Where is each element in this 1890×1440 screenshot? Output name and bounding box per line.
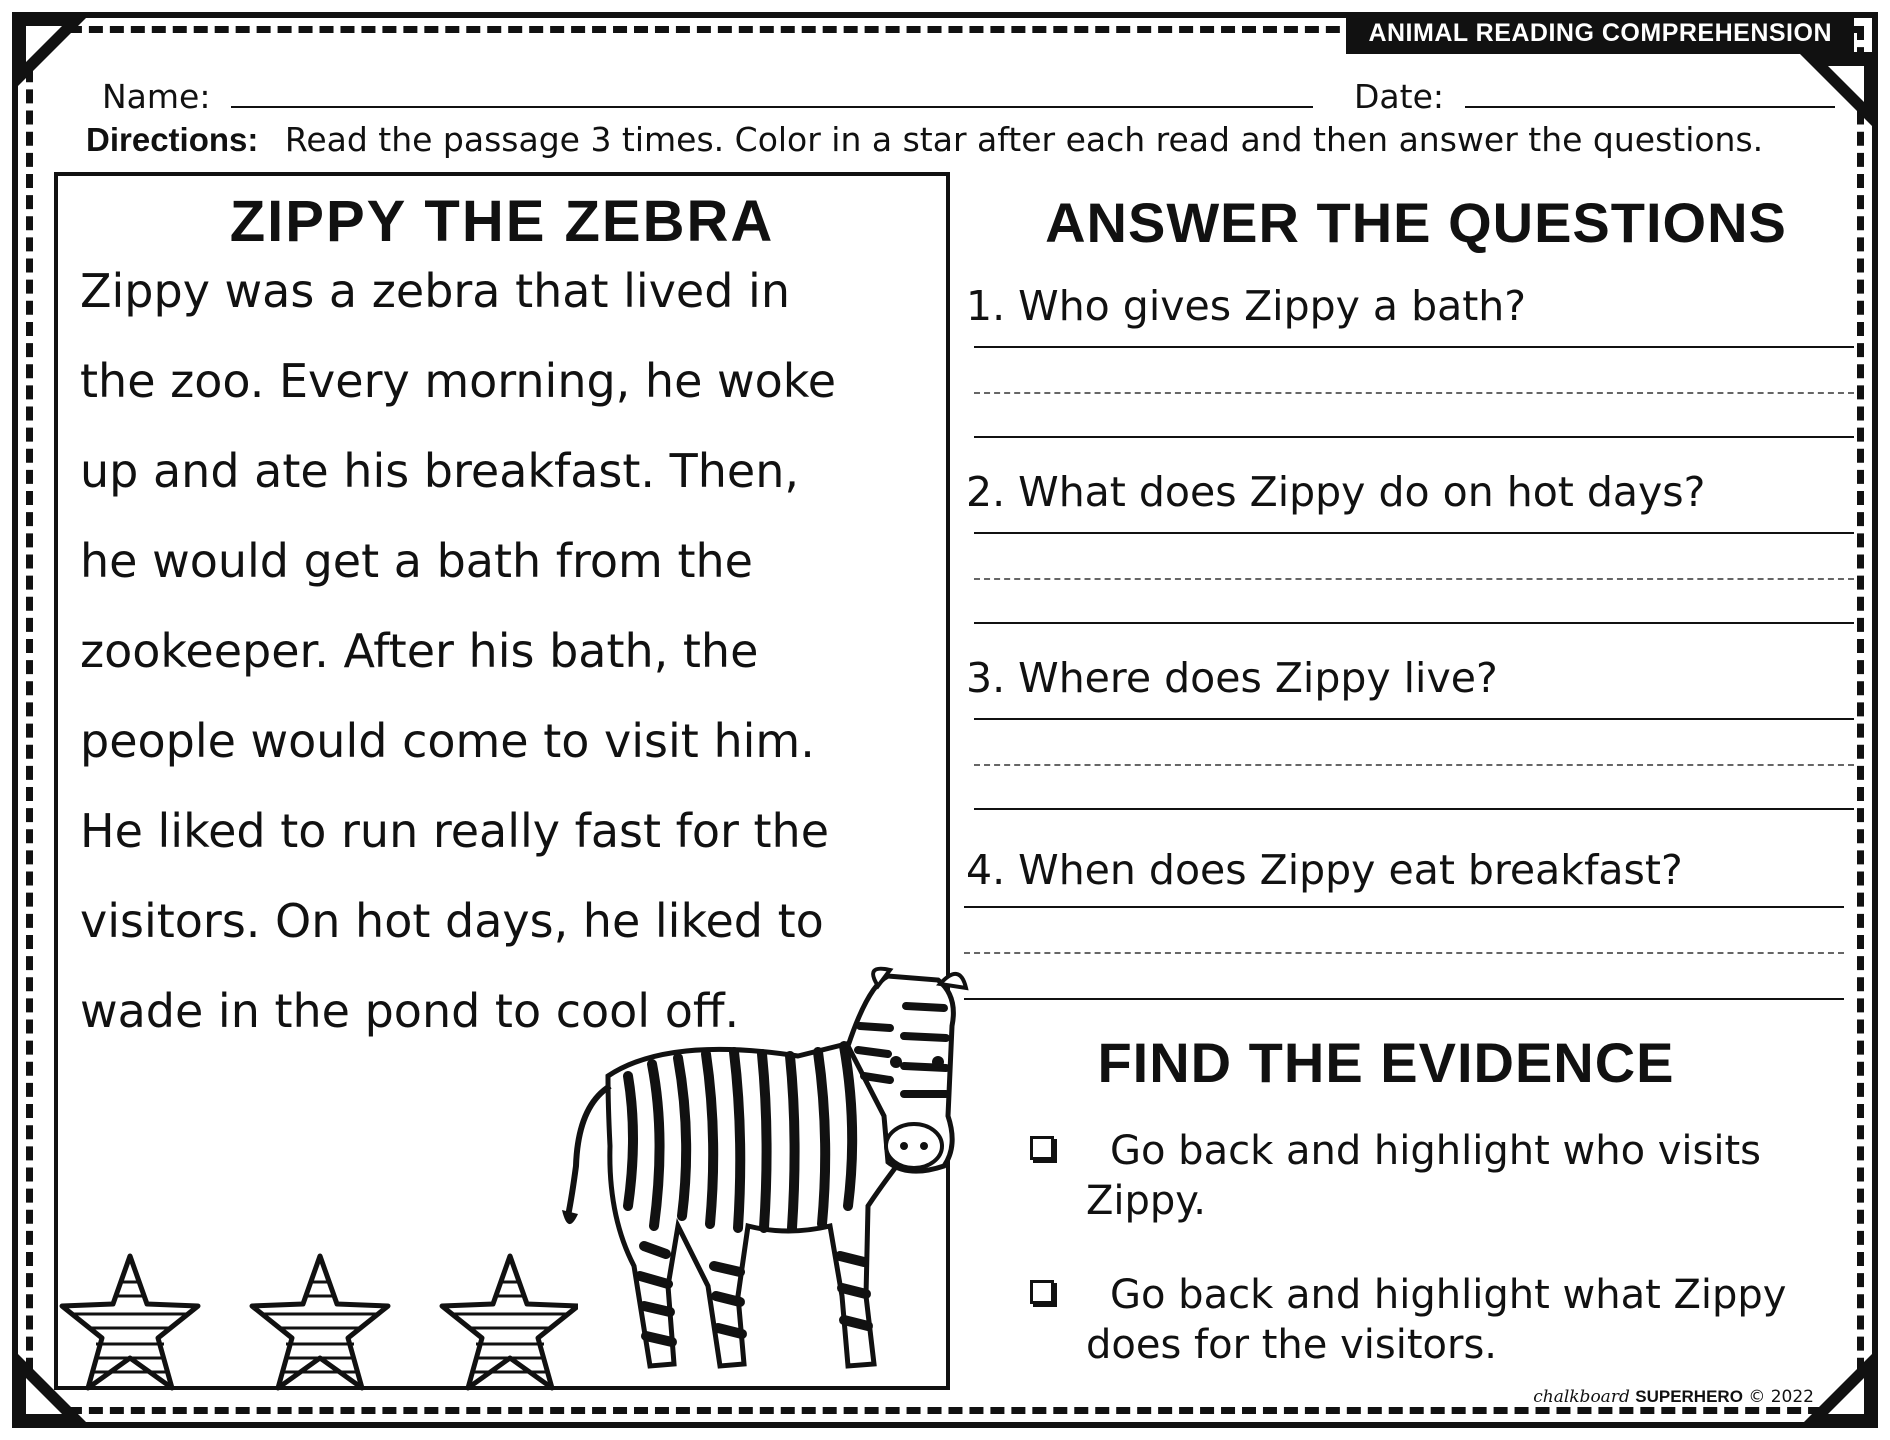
name-field[interactable] (231, 76, 1313, 108)
star-icon[interactable] (62, 1256, 198, 1388)
evidence-item-text: Go back and highlight who visits Zippy. (1086, 1128, 1762, 1224)
copyright: © 2022 (1748, 1387, 1814, 1407)
zebra-illustration (548, 966, 992, 1386)
brand-prefix: chalkboard (1533, 1387, 1630, 1407)
passage-line: he would get a bath from the (80, 534, 753, 588)
corner-ornament-bottom-right (1788, 1338, 1878, 1428)
passage-line: visitors. On hot days, he liked to (80, 894, 824, 948)
answer-line-solid[interactable] (974, 622, 1854, 624)
answer-line-solid[interactable] (974, 808, 1854, 810)
corner-ornament-top-left (12, 12, 102, 102)
date-row (1354, 76, 1835, 116)
worksheet-category-tab: ANIMAL READING COMPREHENSION (1346, 12, 1854, 54)
question-3: 3. Where does Zippy live? (966, 654, 1498, 702)
evidence-item (1030, 1270, 1790, 1370)
answer-line-solid[interactable] (974, 532, 1854, 534)
passage-text (80, 246, 900, 1056)
answer-line-dashed[interactable] (964, 952, 1844, 954)
directions-text: Read the passage 3 times. Color in a star after each read and then answer the questions. (284, 120, 1764, 159)
passage-line: Zippy was a zebra that lived in (80, 264, 790, 318)
evidence-item (1030, 1126, 1790, 1226)
passage-line: up and ate his breakfast. Then, (80, 444, 799, 498)
answer-line-solid[interactable] (974, 718, 1854, 720)
answer-line-solid[interactable] (964, 906, 1844, 908)
checkbox-icon[interactable] (1030, 1136, 1054, 1160)
passage-title: ZIPPY THE ZEBRA (229, 189, 775, 254)
passage-line: zookeeper. After his bath, the (80, 624, 759, 678)
answer-line-dashed[interactable] (974, 392, 1854, 394)
directions-label: Directions: (86, 121, 259, 158)
passage-line: people would come to visit him. (80, 714, 815, 768)
answer-line-solid[interactable] (964, 998, 1844, 1000)
checkbox-icon[interactable] (1030, 1280, 1054, 1304)
answer-line-solid[interactable] (974, 346, 1854, 348)
name-row (102, 76, 1313, 116)
star-icon[interactable] (252, 1256, 388, 1388)
brand-name: SUPERHERO (1635, 1387, 1743, 1406)
question-1: 1. Who gives Zippy a bath? (966, 282, 1527, 330)
answer-line-dashed[interactable] (974, 578, 1854, 580)
date-field[interactable] (1465, 76, 1835, 108)
answer-line-solid[interactable] (974, 436, 1854, 438)
passage-line: the zoo. Every morning, he woke (80, 354, 837, 408)
name-label: Name: (102, 77, 211, 116)
question-4: 4. When does Zippy eat breakfast? (966, 846, 1683, 894)
date-label: Date: (1354, 77, 1444, 116)
copyright-credit (1533, 1387, 1814, 1407)
read-tracker-stars (58, 1248, 578, 1398)
passage-line: wade in the pond to cool off. (80, 984, 740, 1038)
question-2: 2. What does Zippy do on hot days? (966, 468, 1706, 516)
evidence-title: FIND THE EVIDENCE (1097, 1031, 1675, 1094)
evidence-item-text: Go back and highlight what Zippy does for the visitors. (1086, 1272, 1787, 1368)
directions (86, 120, 1763, 159)
questions-title: ANSWER THE QUESTIONS (1045, 191, 1787, 254)
passage-line: He liked to run really fast for the (80, 804, 830, 858)
answer-line-dashed[interactable] (974, 764, 1854, 766)
